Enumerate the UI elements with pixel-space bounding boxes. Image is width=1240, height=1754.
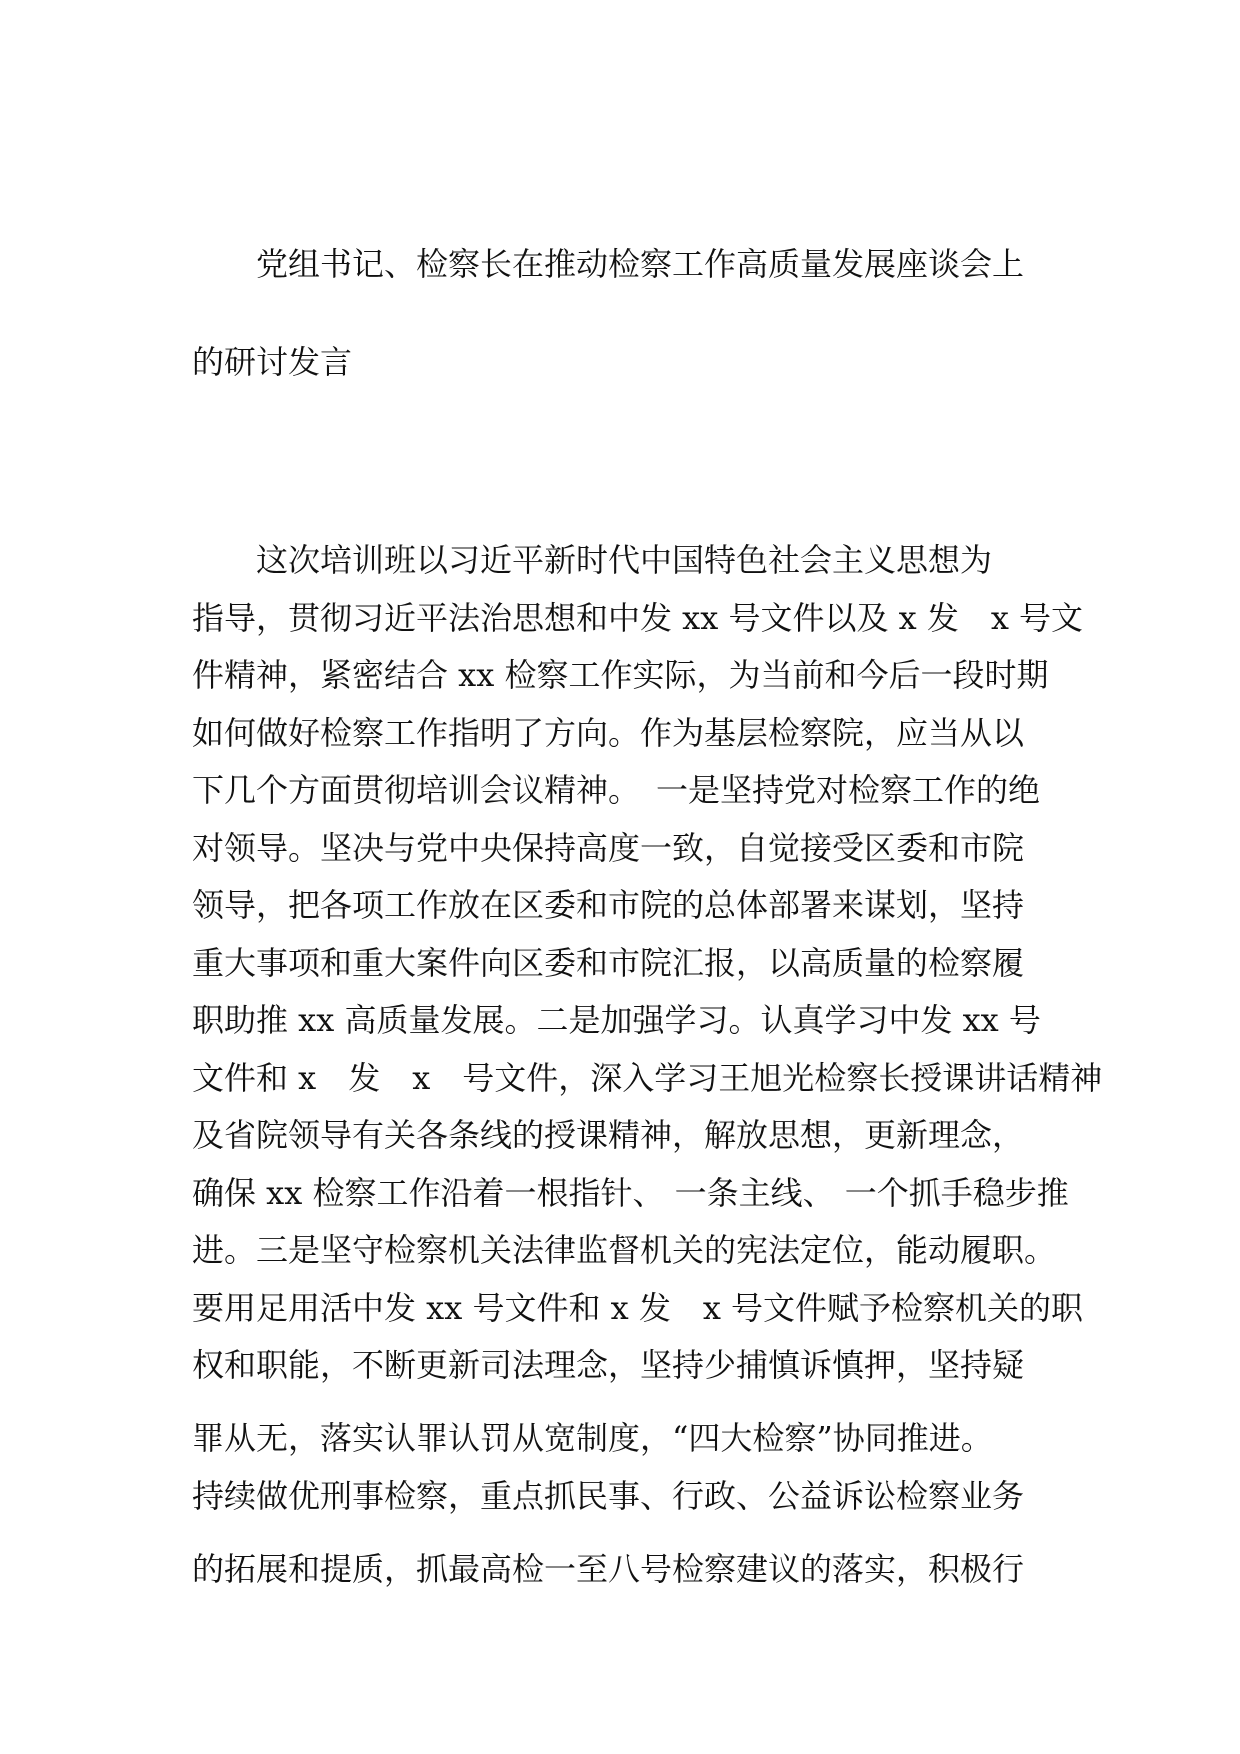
- body-line: 持续做优刑事检察，重点抓民事、行政、公益诉讼检察业务: [192, 1476, 1025, 1515]
- body-line: 确保 xx 检察工作沿着一根指针、 一条主线、 一个抓手稳步推: [192, 1173, 1069, 1212]
- body-line: 对领导。坚决与党中央保持高度一致，自觉接受区委和市院: [192, 828, 1025, 867]
- body-line: 指导，贯彻习近平法治思想和中发 xx 号文件以及 x 发 x 号文: [192, 598, 1084, 637]
- body-line: 要用足用活中发 xx 号文件和 x 发 x 号文件赋予检察机关的职: [192, 1288, 1084, 1327]
- body-line: 重大事项和重大案件向区委和市院汇报，以高质量的检察履: [192, 943, 1025, 982]
- body-line: 进。三是坚守检察机关法律监督机关的宪法定位，能动履职。: [192, 1231, 1057, 1269]
- body-line: 如何做好检察工作指明了方向。作为基层检察院，应当从以: [192, 713, 1025, 752]
- body-line: 这次培训班以习近平新时代中国特色社会主义思想为: [256, 541, 993, 579]
- document-title: [192, 242, 1072, 438]
- body-line: 及省院领导有关各条线的授课精神，解放思想，更新理念，: [192, 1116, 1025, 1154]
- body-line: 下几个方面贯彻培训会议精神。 一是坚持党对检察工作的绝: [192, 771, 1041, 809]
- body-line: 领导，把各项工作放在区委和市院的总体部署来谋划，坚持: [192, 886, 1025, 924]
- body-line: 职助推 xx 高质量发展。二是加强学习。认真学习中发 xx 号: [192, 1001, 1041, 1039]
- title-line-1: 党组书记、检察长在推动检察工作高质量发展座谈会上: [256, 245, 1025, 283]
- body-line: 的拓展和提质，抓最高检一至八号检察建议的落实，积极行: [192, 1549, 1025, 1588]
- body-line: 罪从无，落实认罪认罚从宽制度，“四大检察”协同推进。: [192, 1419, 993, 1457]
- document-body: [192, 538, 1103, 1604]
- body-line: 权和职能，不断更新司法理念，坚持少捕慎诉慎押，坚持疑: [192, 1346, 1025, 1384]
- body-line: 件精神，紧密结合 xx 检察工作实际，为当前和今后一段时期: [192, 656, 1049, 694]
- title-line-2: 的研讨发言: [192, 343, 353, 381]
- body-line: 文件和 x 发 x 号文件，深入学习王旭光检察长授课讲话精神: [192, 1058, 1103, 1097]
